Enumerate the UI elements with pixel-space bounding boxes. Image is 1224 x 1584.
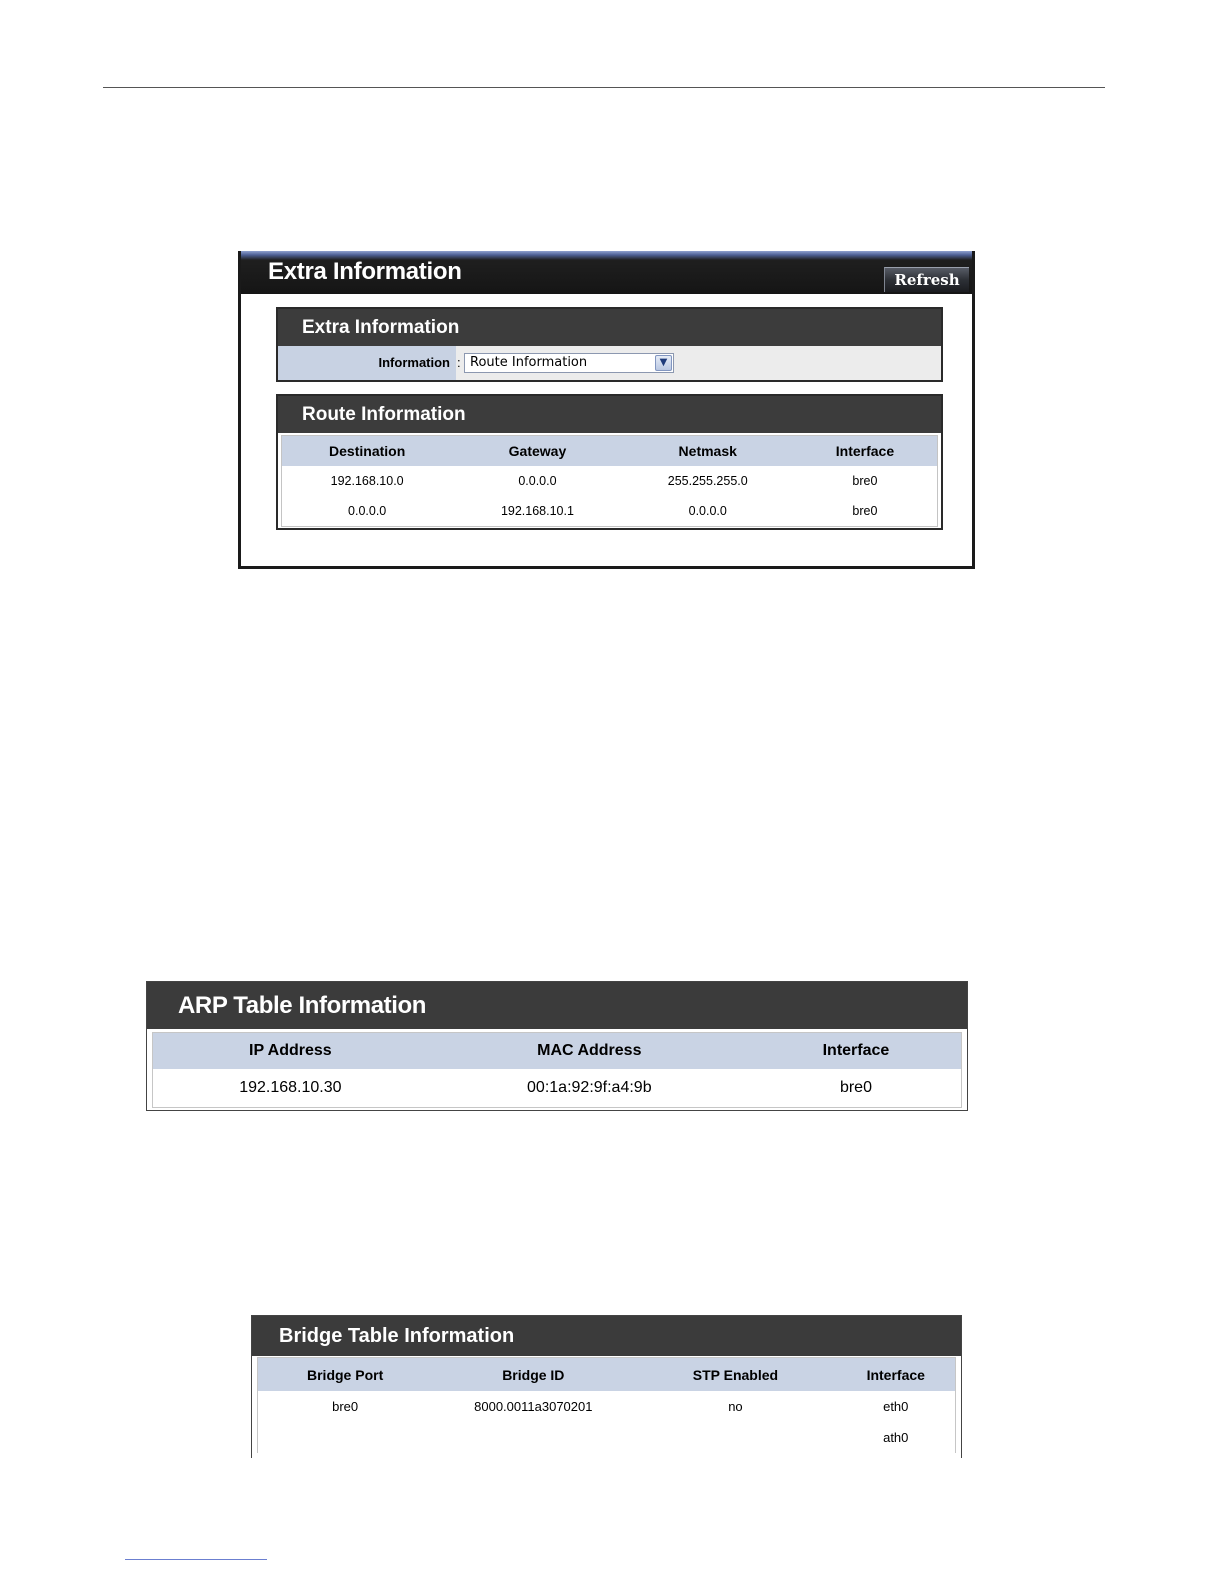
column-header-interface: Interface — [837, 1358, 956, 1391]
bridge-table — [258, 1358, 955, 1453]
arp-table-panel — [146, 981, 968, 1111]
cell-gateway: 192.168.10.1 — [452, 496, 622, 526]
table-header-row — [153, 1033, 961, 1069]
extra-information-header — [241, 251, 972, 294]
cell-ip-address: 192.168.10.30 — [153, 1069, 428, 1107]
arp-table-wrapper — [152, 1032, 962, 1108]
cell-interface: bre0 — [751, 1069, 961, 1107]
column-header-mac-address: MAC Address — [428, 1033, 751, 1069]
table-header-row — [258, 1358, 955, 1391]
page-header-rule — [103, 87, 1105, 88]
table-row — [282, 466, 937, 496]
cell-stp-enabled — [634, 1422, 836, 1453]
information-select[interactable] — [464, 353, 674, 373]
column-header-bridge-id: Bridge ID — [432, 1358, 634, 1391]
cell-destination: 0.0.0.0 — [282, 496, 452, 526]
column-header-interface: Interface — [793, 436, 937, 466]
panel-title: Bridge Table Information — [252, 1316, 961, 1356]
column-header-destination: Destination — [282, 436, 452, 466]
cell-stp-enabled: no — [634, 1391, 836, 1422]
cell-bridge-id — [432, 1422, 634, 1453]
route-table-wrapper — [281, 435, 938, 527]
information-row — [278, 346, 941, 380]
arp-table — [153, 1033, 961, 1107]
extra-information-window — [238, 251, 975, 569]
cell-mac-address: 00:1a:92:9f:a4:9b — [428, 1069, 751, 1107]
information-label: Information — [278, 346, 456, 380]
cell-bridge-port — [258, 1422, 432, 1453]
table-row — [258, 1422, 955, 1453]
table-row — [153, 1069, 961, 1107]
cell-interface: eth0 — [837, 1391, 956, 1422]
cell-interface: bre0 — [793, 496, 937, 526]
column-header-bridge-port: Bridge Port — [258, 1358, 432, 1391]
table-header-row — [282, 436, 937, 466]
information-select-value: Route Information — [470, 355, 588, 370]
route-information-section — [276, 394, 943, 530]
column-header-netmask: Netmask — [623, 436, 793, 466]
table-row — [258, 1391, 955, 1422]
bridge-table-wrapper — [257, 1357, 956, 1453]
panel-title: ARP Table Information — [147, 982, 967, 1029]
extra-information-section — [276, 307, 943, 382]
cell-gateway: 0.0.0.0 — [452, 466, 622, 496]
refresh-button[interactable]: Refresh — [884, 267, 969, 292]
column-header-gateway: Gateway — [452, 436, 622, 466]
footer-rule — [125, 1559, 267, 1560]
section-title: Route Information — [278, 396, 941, 433]
cell-netmask: 255.255.255.0 — [623, 466, 793, 496]
cell-bridge-port: bre0 — [258, 1391, 432, 1422]
column-header-stp-enabled: STP Enabled — [634, 1358, 836, 1391]
table-row — [282, 496, 937, 526]
cell-interface: bre0 — [793, 466, 937, 496]
section-title: Extra Information — [278, 309, 941, 346]
cell-destination: 192.168.10.0 — [282, 466, 452, 496]
route-table — [282, 436, 937, 526]
cell-bridge-id: 8000.0011a3070201 — [432, 1391, 634, 1422]
cell-interface: ath0 — [837, 1422, 956, 1453]
field-separator: : — [457, 355, 461, 370]
cell-netmask: 0.0.0.0 — [623, 496, 793, 526]
bridge-table-panel — [251, 1315, 962, 1458]
page-title: Extra Information — [268, 258, 462, 285]
column-header-interface: Interface — [751, 1033, 961, 1069]
column-header-ip-address: IP Address — [153, 1033, 428, 1069]
chevron-down-icon[interactable]: ▼ — [655, 355, 672, 371]
